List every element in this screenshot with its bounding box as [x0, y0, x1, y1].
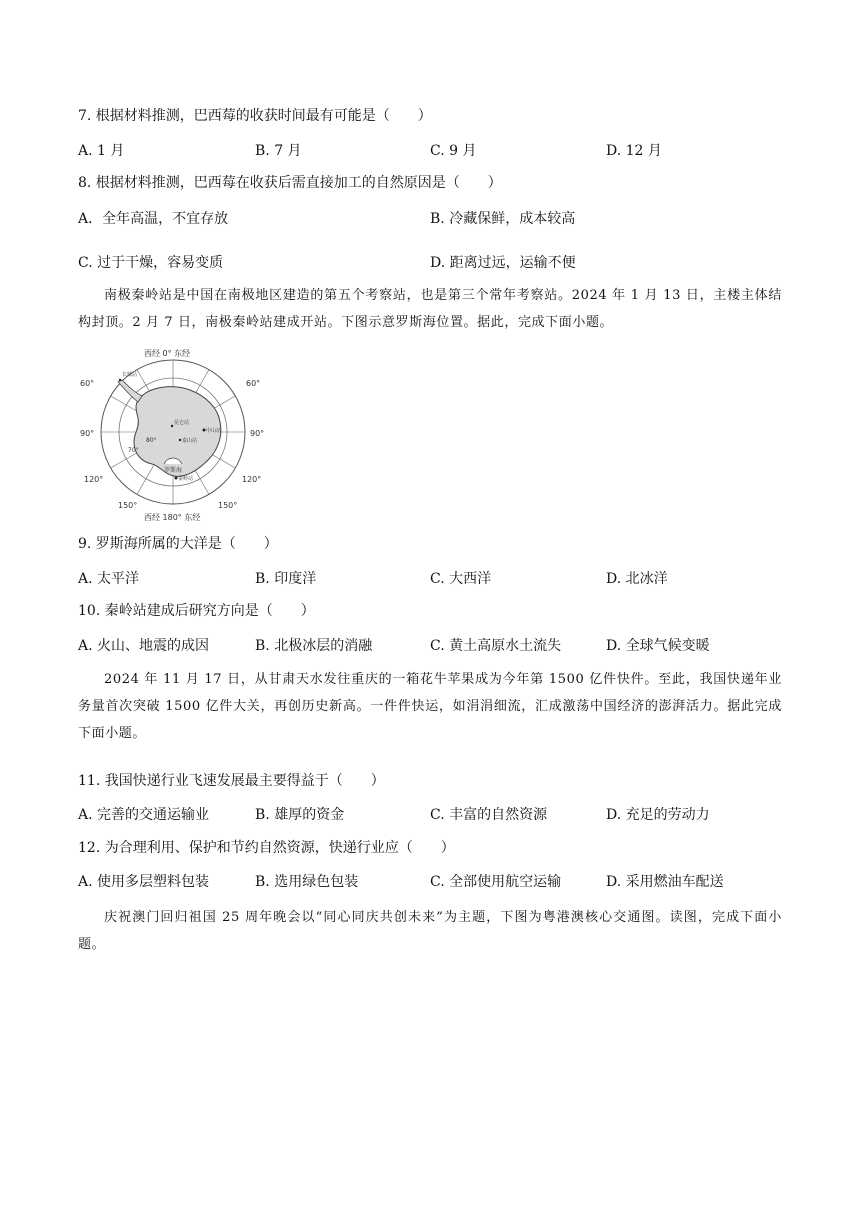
map-lat-label-150e: 150° — [218, 501, 238, 510]
question-7-option-b[interactable]: B. 7 月 — [255, 143, 302, 159]
map-lat-label-60e: 60° — [246, 379, 261, 388]
question-9-option-d[interactable]: D. 北冰洋 — [606, 571, 668, 587]
map-place-qinling: 秦岭站 — [178, 476, 194, 482]
question-9-stem: 9. 罗斯海所属的大洋是（ ） — [78, 536, 278, 552]
question-7-stem: 7. 根据材料推测，巴西莓的收获时间最有可能是（ ） — [78, 108, 432, 124]
question-12-option-c[interactable]: C. 全部使用航空运输 — [430, 874, 562, 890]
question-7-option-c[interactable]: C. 9 月 — [430, 143, 477, 159]
map-lat-label-60w: 60° — [80, 379, 95, 388]
map-top-label: 西经 0° 东经 — [144, 349, 191, 358]
map-place-changcheng: 长城站 — [122, 372, 138, 378]
map-lat-label-90w: 90° — [80, 429, 95, 438]
map-inner-label-80: 80° — [146, 437, 157, 444]
question-8-stem: 8. 根据材料推测，巴西莓在收获后需直接加工的自然原因是（ ） — [78, 175, 502, 191]
antarctica-polar-map — [78, 346, 284, 522]
question-11-option-b[interactable]: B. 雄厚的资金 — [255, 807, 345, 823]
question-11-option-a[interactable]: A. 完善的交通运输业 — [78, 807, 210, 823]
question-9-option-c[interactable]: C. 大西洋 — [430, 571, 492, 587]
question-7-option-d[interactable]: D. 12 月 — [606, 143, 662, 159]
passage-express-delivery: 2024 年 11 月 17 日，从甘肃天水发往重庆的一箱花牛苹果成为今年第 1500 亿件快件。至此，我国快递年业务量首次突破 1500 亿件大关，再创历史新高。一件件快运，如涓涓细流，汇成激荡中国经济的澎湃活力。据此完成下面小题。 — [78, 672, 782, 741]
question-10-option-c[interactable]: C. 黄土高原水土流失 — [430, 638, 562, 654]
map-place-zhongshan: 中山站 — [206, 428, 222, 434]
question-12-option-b[interactable]: B. 选用绿色包装 — [255, 874, 359, 890]
question-10-option-b[interactable]: B. 北极冰层的消融 — [255, 638, 373, 654]
question-11-option-d[interactable]: D. 充足的劳动力 — [606, 807, 710, 823]
map-lat-label-120w: 120° — [84, 475, 104, 484]
question-10-stem: 10. 秦岭站建成后研究方向是（ ） — [78, 603, 315, 619]
map-bottom-label: 西经 180° 东经 — [144, 513, 201, 522]
map-lat-label-90e: 90° — [250, 429, 265, 438]
question-8-option-d[interactable]: D. 距离过远，运输不便 — [430, 255, 576, 271]
passage-qinling-station: 南极秦岭站是中国在南极地区建造的第五个考察站，也是第三个常年考察站。2024 年 1 月 13 日，主楼主体结构封顶。2 月 7 日，南极秦岭站建成开站。下图示意罗斯海位置。据此，完成下面小题。 — [78, 288, 782, 330]
question-8-option-c[interactable]: C. 过于干燥，容易变质 — [78, 255, 224, 271]
question-12-stem: 12. 为合理利用、保护和节约自然资源，快递行业应（ ） — [78, 840, 455, 856]
map-place-ross-sea: 罗斯海 — [164, 467, 183, 474]
question-12-option-d[interactable]: D. 采用燃油车配送 — [606, 874, 724, 890]
question-9-option-a[interactable]: A. 太平洋 — [78, 571, 140, 587]
question-12-option-a[interactable]: A. 使用多层塑料包装 — [78, 874, 210, 890]
question-11-option-c[interactable]: C. 丰富的自然资源 — [430, 807, 548, 823]
passage-macau-transport: 庆祝澳门回归祖国 25 周年晚会以“同心同庆共创未来”为主题，下图为粤港澳核心交通图。读图，完成下面小题。 — [78, 910, 782, 952]
question-8-option-b[interactable]: B. 冷藏保鲜，成本较高 — [430, 211, 576, 227]
map-place-kunlun: 昆仑站 — [174, 420, 190, 426]
question-9-option-b[interactable]: B. 印度洋 — [255, 571, 317, 587]
question-10-option-d[interactable]: D. 全球气候变暖 — [606, 638, 710, 654]
map-lat-label-150w: 150° — [118, 501, 138, 510]
question-10-option-a[interactable]: A. 火山、地震的成因 — [78, 638, 210, 654]
map-inner-label-70: 70° — [128, 447, 139, 454]
map-place-taishan: 泰山站 — [182, 438, 198, 444]
map-lat-label-120e: 120° — [242, 475, 262, 484]
question-7-option-a[interactable]: A. 1 月 — [78, 143, 125, 159]
question-8-option-a[interactable]: A．全年高温，不宜存放 — [78, 211, 229, 227]
question-11-stem: 11. 我国快递行业飞速发展最主要得益于（ ） — [78, 773, 385, 789]
